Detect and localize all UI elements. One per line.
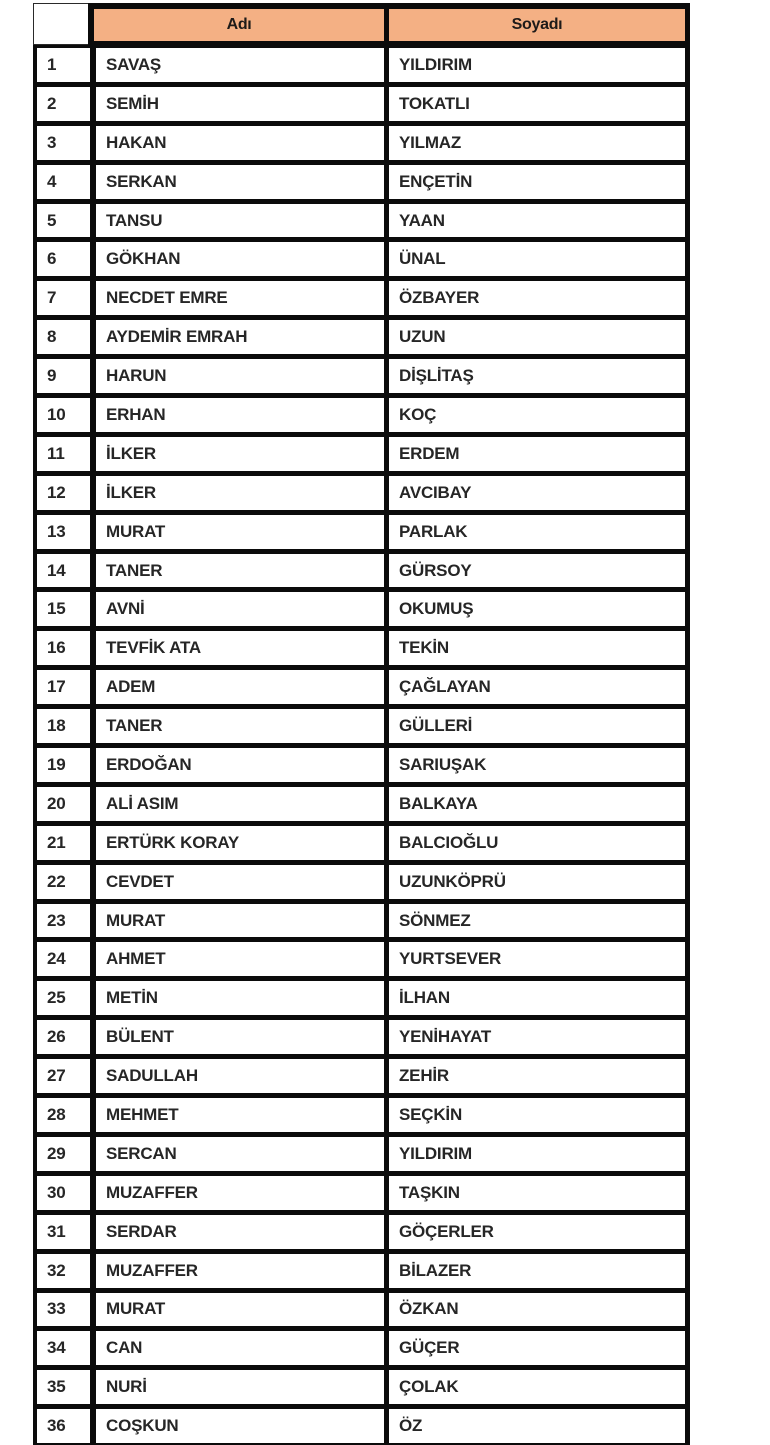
row-number-cell: 34 [37, 1331, 90, 1365]
last-name-cell: GÜÇER [389, 1331, 685, 1365]
first-name-cell: TANSU [96, 204, 384, 238]
table-row [37, 1173, 685, 1212]
last-name-cell: YILMAZ [389, 126, 685, 160]
table-row [37, 1095, 685, 1134]
table-row [37, 862, 685, 901]
last-name-cell: ÜNAL [389, 242, 685, 276]
first-name-cell: COŞKUN [96, 1409, 384, 1443]
row-number-cell: 22 [37, 865, 90, 899]
table-row [37, 1367, 685, 1406]
last-name-cell: BİLAZER [389, 1254, 685, 1288]
row-number-cell: 12 [37, 476, 90, 510]
header-index-cell [33, 3, 88, 45]
last-name-cell: SEÇKİN [389, 1098, 685, 1132]
row-number-cell: 7 [37, 281, 90, 315]
row-number-cell: 16 [37, 631, 90, 665]
row-number-cell: 32 [37, 1254, 90, 1288]
last-name-cell: TAŞKIN [389, 1176, 685, 1210]
table-row [37, 706, 685, 745]
first-name-cell: NECDET EMRE [96, 281, 384, 315]
last-name-cell: DİŞLİTAŞ [389, 359, 685, 393]
row-number-cell: 23 [37, 904, 90, 938]
table-row [37, 512, 685, 551]
first-name-cell: İLKER [96, 437, 384, 471]
row-number-cell: 19 [37, 748, 90, 782]
table-row [37, 1056, 685, 1095]
header-last-name: Soyadı [389, 9, 685, 41]
last-name-cell: GÜLLERİ [389, 709, 685, 743]
row-number-cell: 20 [37, 787, 90, 821]
table-row [37, 1134, 685, 1173]
table-row [37, 395, 685, 434]
row-number-cell: 11 [37, 437, 90, 471]
last-name-cell: SARIUŞAK [389, 748, 685, 782]
row-number-cell: 28 [37, 1098, 90, 1132]
first-name-cell: NURİ [96, 1370, 384, 1404]
last-name-cell: ÇAĞLAYAN [389, 670, 685, 704]
row-number-cell: 3 [37, 126, 90, 160]
table-row [37, 745, 685, 784]
last-name-cell: UZUNKÖPRÜ [389, 865, 685, 899]
last-name-cell: ENÇETİN [389, 165, 685, 199]
last-name-cell: ÖZKAN [389, 1293, 685, 1327]
first-name-cell: HARUN [96, 359, 384, 393]
first-name-cell: MUZAFFER [96, 1254, 384, 1288]
table-row [37, 278, 685, 317]
table-row [37, 901, 685, 940]
table-row [37, 123, 685, 162]
first-name-cell: MUZAFFER [96, 1176, 384, 1210]
row-number-cell: 35 [37, 1370, 90, 1404]
first-name-cell: SAVAŞ [96, 48, 384, 82]
last-name-cell: BALCIOĞLU [389, 826, 685, 860]
last-name-cell: YILDIRIM [389, 1137, 685, 1171]
last-name-cell: PARLAK [389, 515, 685, 549]
row-number-cell: 26 [37, 1020, 90, 1054]
row-number-cell: 17 [37, 670, 90, 704]
table-row [37, 978, 685, 1017]
table-body [33, 45, 690, 1445]
row-number-cell: 9 [37, 359, 90, 393]
last-name-cell: İLHAN [389, 981, 685, 1015]
first-name-cell: İLKER [96, 476, 384, 510]
table-row [37, 162, 685, 201]
table-row [37, 1251, 685, 1290]
first-name-cell: CAN [96, 1331, 384, 1365]
last-name-cell: ÇOLAK [389, 1370, 685, 1404]
table-row [37, 667, 685, 706]
row-number-cell: 18 [37, 709, 90, 743]
first-name-cell: SADULLAH [96, 1059, 384, 1093]
last-name-cell: OKUMUŞ [389, 592, 685, 626]
first-name-cell: CEVDET [96, 865, 384, 899]
last-name-cell: GÜRSOY [389, 554, 685, 588]
row-number-cell: 13 [37, 515, 90, 549]
table-row [37, 239, 685, 278]
row-number-cell: 36 [37, 1409, 90, 1443]
table-row [37, 1290, 685, 1329]
first-name-cell: BÜLENT [96, 1020, 384, 1054]
first-name-cell: TANER [96, 709, 384, 743]
table-row [37, 317, 685, 356]
last-name-cell: ZEHİR [389, 1059, 685, 1093]
last-name-cell: AVCIBAY [389, 476, 685, 510]
row-number-cell: 10 [37, 398, 90, 432]
last-name-cell: ERDEM [389, 437, 685, 471]
table-row [37, 784, 685, 823]
row-number-cell: 8 [37, 320, 90, 354]
row-number-cell: 25 [37, 981, 90, 1015]
first-name-cell: AVNİ [96, 592, 384, 626]
first-name-cell: ADEM [96, 670, 384, 704]
first-name-cell: SERKAN [96, 165, 384, 199]
first-name-cell: TANER [96, 554, 384, 588]
last-name-cell: TEKİN [389, 631, 685, 665]
table-row [37, 1328, 685, 1367]
row-number-cell: 1 [37, 48, 90, 82]
row-number-cell: 2 [37, 87, 90, 121]
first-name-cell: TEVFİK ATA [96, 631, 384, 665]
row-number-cell: 15 [37, 592, 90, 626]
first-name-cell: MEHMET [96, 1098, 384, 1132]
last-name-cell: ÖZBAYER [389, 281, 685, 315]
first-name-cell: ERTÜRK KORAY [96, 826, 384, 860]
table-row [37, 45, 685, 84]
table-row [37, 434, 685, 473]
first-name-cell: SERCAN [96, 1137, 384, 1171]
last-name-cell: BALKAYA [389, 787, 685, 821]
first-name-cell: MURAT [96, 904, 384, 938]
last-name-cell: YENİHAYAT [389, 1020, 685, 1054]
row-number-cell: 29 [37, 1137, 90, 1171]
table-row [37, 473, 685, 512]
first-name-cell: MURAT [96, 515, 384, 549]
row-number-cell: 14 [37, 554, 90, 588]
table-row [37, 201, 685, 240]
table-row [37, 589, 685, 628]
table-row [37, 939, 685, 978]
names-table [33, 3, 690, 1445]
row-number-cell: 5 [37, 204, 90, 238]
first-name-cell: GÖKHAN [96, 242, 384, 276]
row-number-cell: 30 [37, 1176, 90, 1210]
header-first-name: Adı [94, 9, 384, 41]
last-name-cell: ÖZ [389, 1409, 685, 1443]
last-name-cell: YURTSEVER [389, 942, 685, 976]
row-number-cell: 6 [37, 242, 90, 276]
row-number-cell: 33 [37, 1293, 90, 1327]
table-row [37, 84, 685, 123]
first-name-cell: ALİ ASIM [96, 787, 384, 821]
first-name-cell: AHMET [96, 942, 384, 976]
first-name-cell: SERDAR [96, 1215, 384, 1249]
row-number-cell: 24 [37, 942, 90, 976]
table-row [37, 1212, 685, 1251]
table-row [37, 551, 685, 590]
first-name-cell: MURAT [96, 1293, 384, 1327]
first-name-cell: SEMİH [96, 87, 384, 121]
first-name-cell: ERHAN [96, 398, 384, 432]
last-name-cell: KOÇ [389, 398, 685, 432]
table-row [37, 628, 685, 667]
table-row [37, 1017, 685, 1056]
first-name-cell: AYDEMİR EMRAH [96, 320, 384, 354]
table-row [37, 1406, 685, 1445]
last-name-cell: GÖÇERLER [389, 1215, 685, 1249]
last-name-cell: YAAN [389, 204, 685, 238]
table-header-row [33, 3, 690, 45]
last-name-cell: TOKATLI [389, 87, 685, 121]
first-name-cell: METİN [96, 981, 384, 1015]
row-number-cell: 4 [37, 165, 90, 199]
last-name-cell: UZUN [389, 320, 685, 354]
first-name-cell: HAKAN [96, 126, 384, 160]
header-columns [88, 3, 690, 45]
row-number-cell: 21 [37, 826, 90, 860]
last-name-cell: YILDIRIM [389, 48, 685, 82]
table-row [37, 823, 685, 862]
row-number-cell: 31 [37, 1215, 90, 1249]
row-number-cell: 27 [37, 1059, 90, 1093]
first-name-cell: ERDOĞAN [96, 748, 384, 782]
table-row [37, 356, 685, 395]
last-name-cell: SÖNMEZ [389, 904, 685, 938]
